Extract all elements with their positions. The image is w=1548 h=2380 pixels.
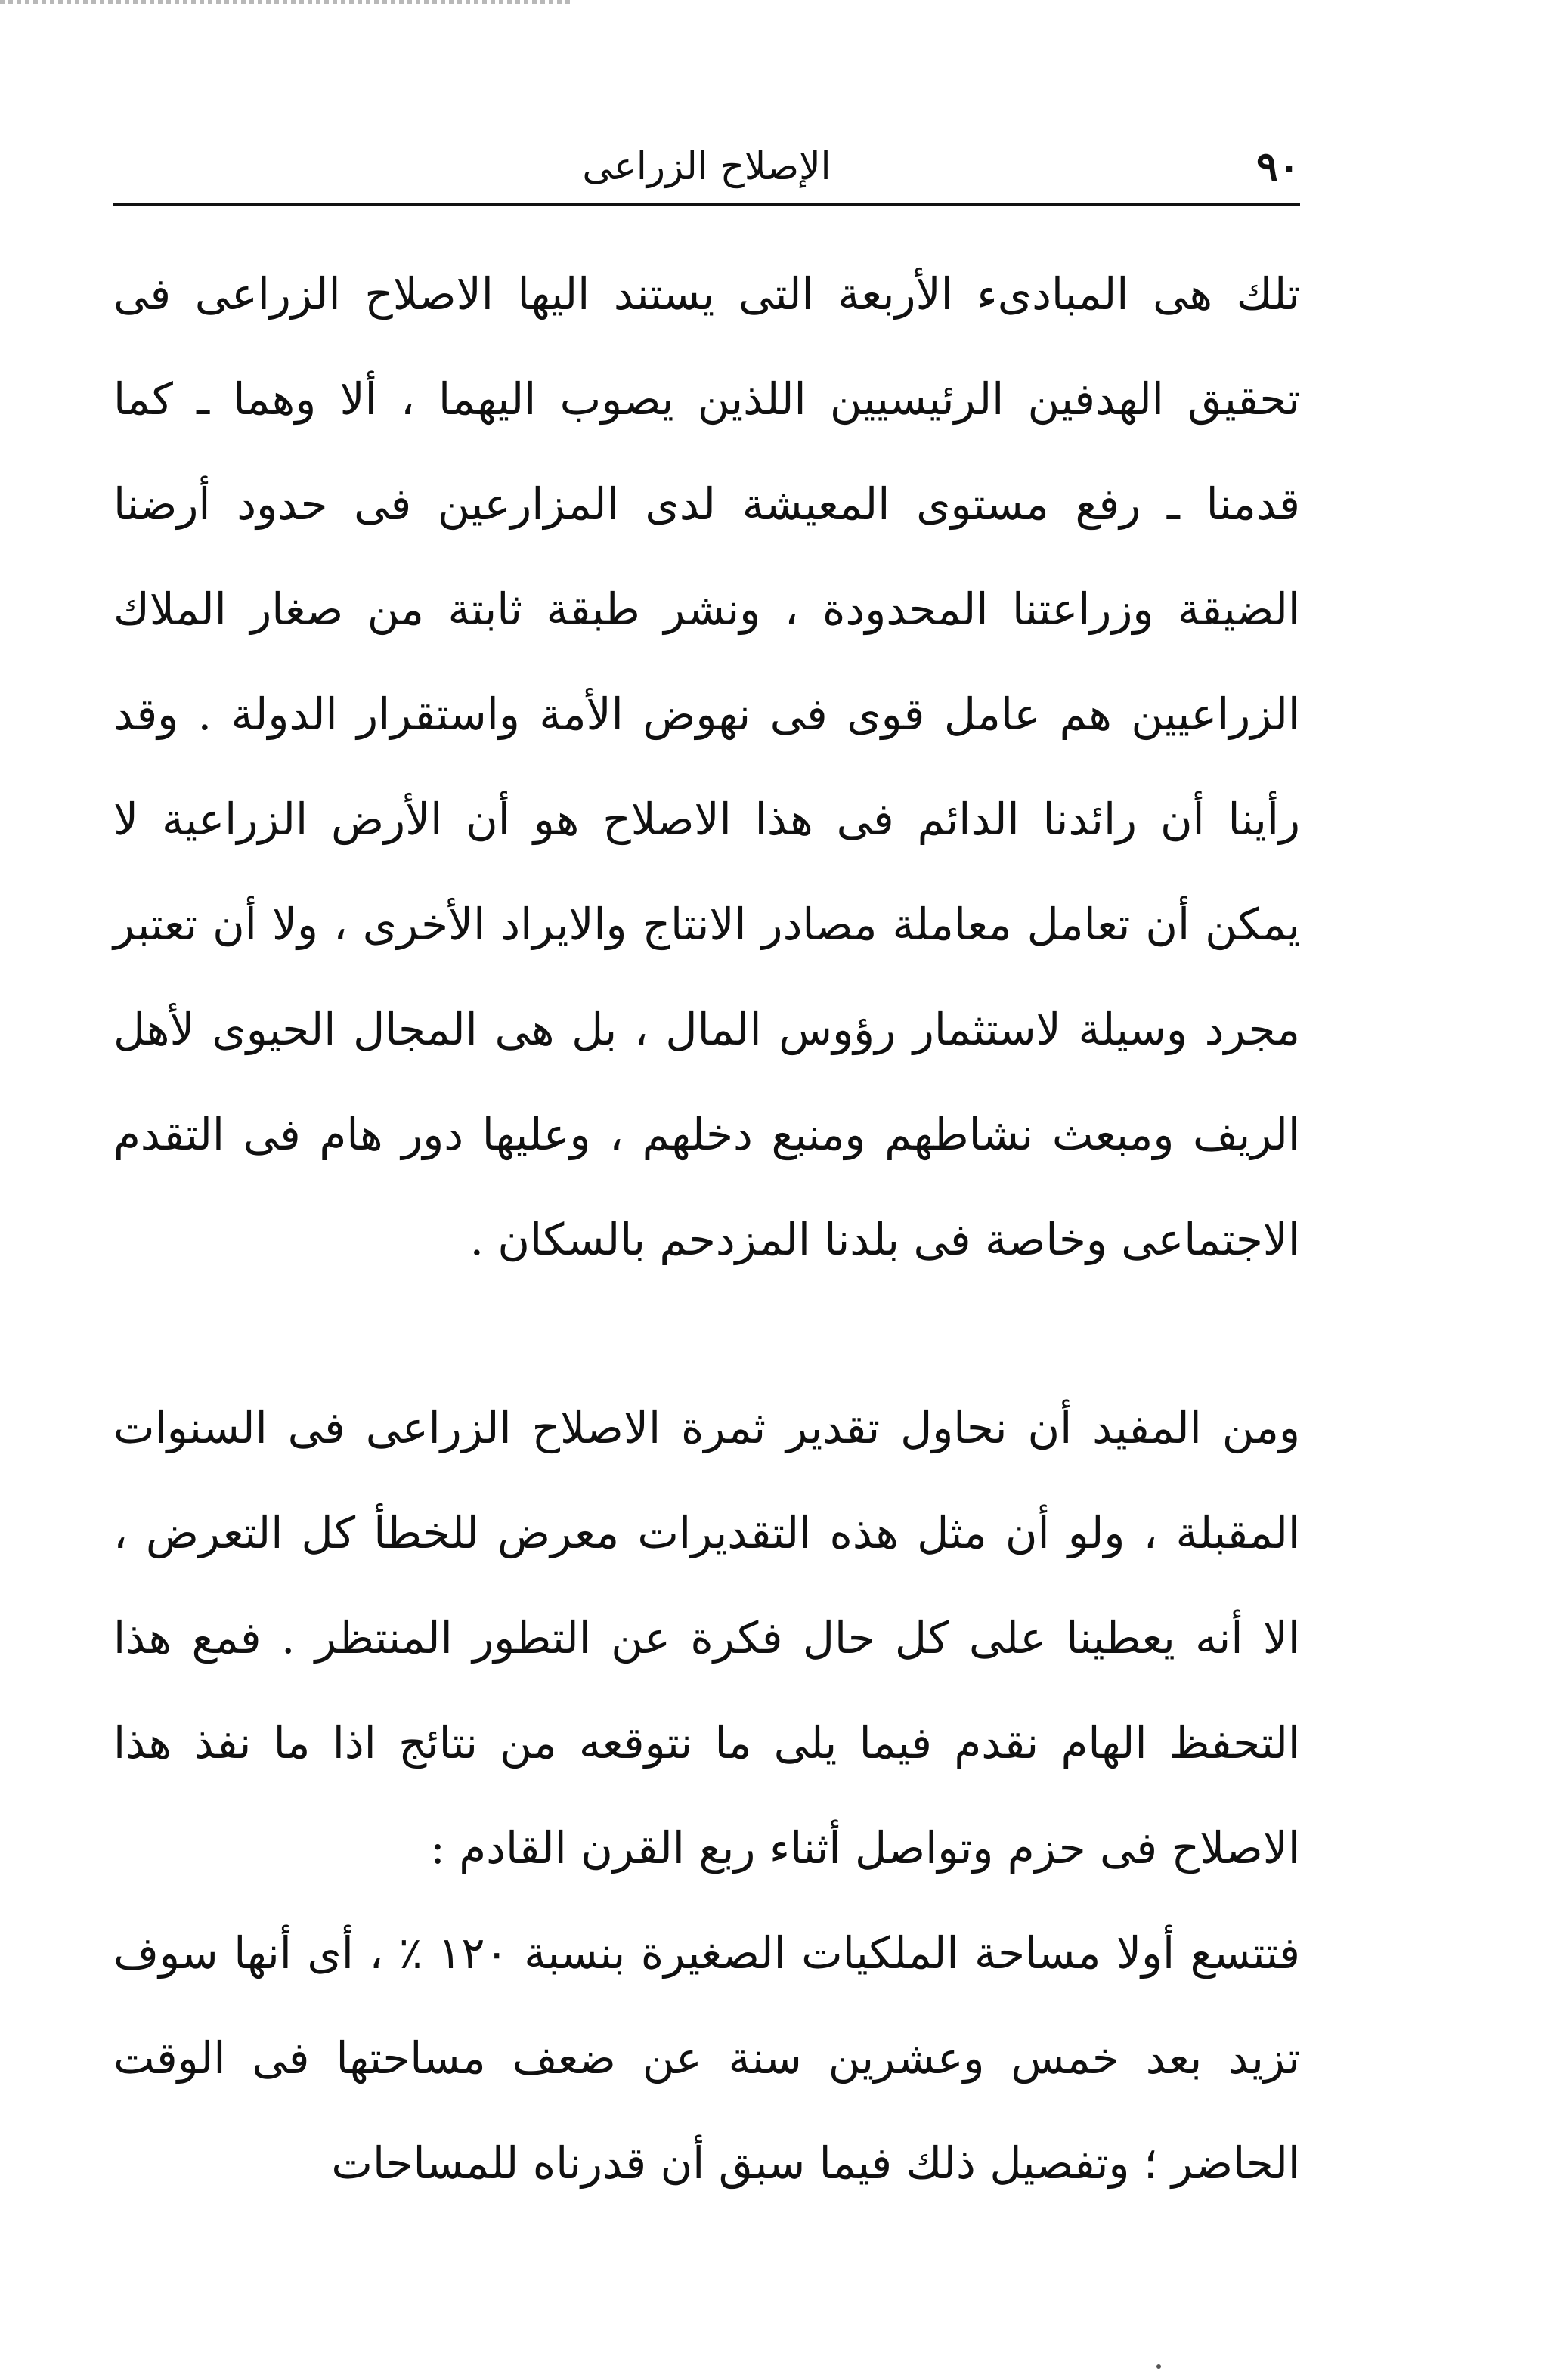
ink-speck: [1156, 2364, 1161, 2369]
page-body: [113, 242, 1300, 2216]
paragraph-small-holdings: فتتسع أولا مساحة الملكيات الصغيرة بنسبة ١٢٠ ٪ ، أى أنها سوف تزيد بعد خمس وعشرين سنة عن ضعف مساحتها فى الوقت الحاضر ؛ وتفصيل ذلك فيما سبق أن قدرناه للمساحات: [113, 1927, 1300, 2189]
paragraph-spacer: [113, 1292, 1300, 1376]
running-title: الإصلاح الزراعى: [582, 144, 831, 188]
scan-edge-mark: [0, 0, 574, 4]
page-header: [113, 128, 1300, 204]
header-rule: [113, 203, 1300, 206]
page-number: ٩٠: [1255, 142, 1300, 190]
paragraph-estimates: ومن المفيد أن نحاول تقدير ثمرة الاصلاح الزراعى فى السنوات المقبلة ، ولو أن مثل هذه التقديرات معرض للخطأ كل التعرض ، الا أنه يعطينا على كل حال فكرة عن التطور المنتظر . فمع هذا التحفظ الهام نقدم فيما يلى ما نتوقعه من نتائج اذا ما نفذ هذا الاصلاح فى حزم وتواصل أثناء ربع القرن القادم :: [113, 1402, 1300, 1874]
paragraph-principles: تلك هى المبادىء الأربعة التى يستند اليها الاصلاح الزراعى فى تحقيق الهدفين الرئيسيين اللذين يصوب اليهما ، ألا وهما ـ كما قدمنا ـ رفع مستوى المعيشة لدى المزارعين فى حدود أرضنا الضيقة وزراعتنا المحدودة ، ونشر طبقة ثابتة من صغار الملاك الزراعيين هم عامل قوى فى نهوض الأمة واستقرار الدولة . وقد رأينا أن رائدنا الدائم فى هذا الاصلاح هو أن الأرض الزراعية لا يمكن أن تعامل معاملة مصادر الانتاج والايراد الأخرى ، ولا أن تعتبر مجرد وسيلة لاستثمار رؤوس المال ، بل هى المجال الحيوى لأهل الريف ومبعث نشاطهم ومنبع دخلهم ، وعليها دور هام فى التقدم الاجتماعى وخاصة فى بلدنا المزدحم بالسكان .: [113, 268, 1300, 1265]
